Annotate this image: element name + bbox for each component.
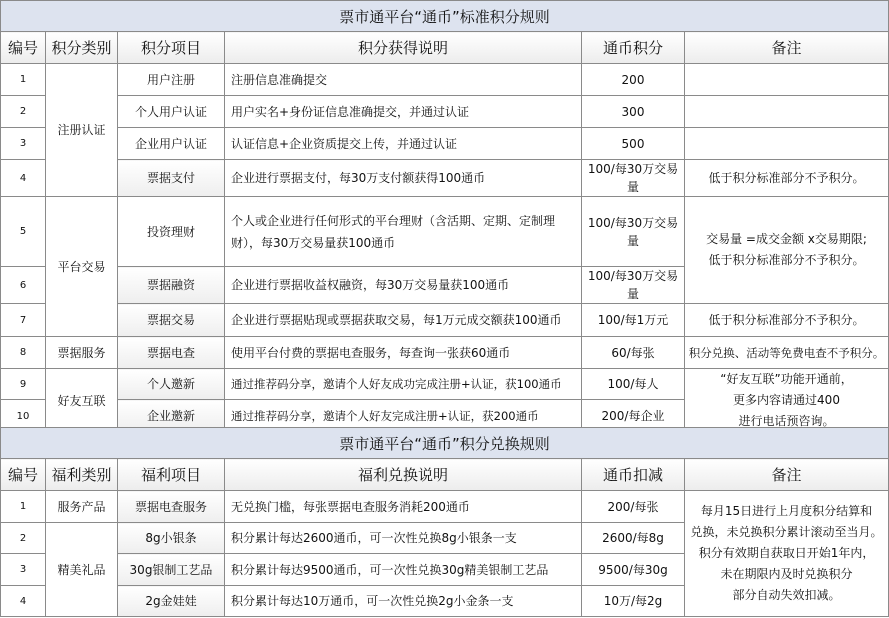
category-gift: 精美礼品 (46, 523, 118, 617)
header-number: 编号 (1, 32, 46, 64)
row-number: 8 (1, 337, 46, 369)
header-description: 福利兑换说明 (225, 459, 582, 491)
row-remark: 低于积分标准部分不予积分。 (685, 304, 889, 337)
category-platform-trade: 平台交易 (46, 197, 118, 337)
row-remark-friend-link (685, 369, 889, 433)
category-registration: 注册认证 (46, 64, 118, 197)
row-description: 使用平台付费的票据电查服务，每查询一张获60通币 (225, 337, 582, 369)
row-number: 2 (1, 96, 46, 128)
row-number: 7 (1, 304, 46, 337)
redemption-remark (685, 491, 889, 617)
remark-line: 部分自动失效扣减。 (732, 588, 841, 602)
table-row (1, 337, 889, 369)
row-number: 2 (1, 523, 46, 554)
row-points: 100/每1万元 (582, 304, 685, 337)
header-category: 福利类别 (46, 459, 118, 491)
remark-line: 未在期限内及时兑换积分 (720, 567, 853, 581)
row-points: 200 (582, 64, 685, 96)
header-remarks: 备注 (685, 32, 889, 64)
remark-line: 积分有效期自获取日开始1年内， (698, 546, 875, 560)
row-description: 积分累计每达2600通币，可一次性兑换8g小银条一支 (225, 523, 582, 554)
row-description: 积分累计每达10万通币，可一次性兑换2g小金条一支 (225, 586, 582, 617)
row-item: 个人用户认证 (118, 96, 225, 128)
table-row (1, 369, 889, 400)
header-description: 积分获得说明 (225, 32, 582, 64)
row-item: 票据交易 (118, 304, 225, 337)
row-number: 3 (1, 128, 46, 160)
row-remark-empty (685, 128, 889, 160)
row-item: 票据电查 (118, 337, 225, 369)
category-service: 服务产品 (46, 491, 118, 523)
row-number: 1 (1, 491, 46, 523)
remark-line: 更多内容请通过400 (733, 393, 840, 407)
row-description: 企业进行票据支付，每30万支付额获得100通币 (225, 160, 582, 197)
row-number: 5 (1, 197, 46, 267)
remark-line: 每月15日进行上月度积分结算和 (700, 504, 873, 518)
row-description: 企业进行票据收益权融资，每30万交易量获100通币 (225, 267, 582, 304)
remark-line: 进行电话预咨询。 (738, 414, 835, 428)
row-description: 认证信息+企业资质提交上传，并通过认证 (225, 128, 582, 160)
row-description: 用户实名+身份证信息准确提交，并通过认证 (225, 96, 582, 128)
row-points: 200/每企业 (582, 400, 685, 433)
row-description: 通过推荐码分享，邀请个人好友完成注册+认证，获200通币 (225, 400, 582, 433)
header-deduction: 通币扣减 (582, 459, 685, 491)
row-item: 企业用户认证 (118, 128, 225, 160)
header-item: 积分项目 (118, 32, 225, 64)
table-row (1, 491, 889, 523)
header-item: 福利项目 (118, 459, 225, 491)
header-number: 编号 (1, 459, 46, 491)
remark-line: “好友互联”功能开通前， (720, 372, 853, 386)
row-description: 无兑换门槛，每张票据电查服务消耗200通币 (225, 491, 582, 523)
row-points: 100/每30万交易量 (582, 160, 685, 197)
row-points: 200/每张 (582, 491, 685, 523)
remark-line: 兑换，未兑换积分累计滚动至当月。 (690, 525, 883, 539)
row-points: 100/每人 (582, 369, 685, 400)
row-number: 3 (1, 554, 46, 586)
row-points: 2600/每8g (582, 523, 685, 554)
row-description: 通过推荐码分享，邀请个人好友成功完成注册+认证，获100通币 (225, 369, 582, 400)
table-row (1, 96, 889, 128)
row-points: 100/每30万交易量 (582, 197, 685, 267)
row-points: 100/每30万交易量 (582, 267, 685, 304)
table-row (1, 304, 889, 337)
table-row (1, 197, 889, 267)
row-number: 4 (1, 160, 46, 197)
row-remark-empty (685, 96, 889, 128)
row-remark: 低于积分标准部分不予积分。 (685, 160, 889, 197)
category-bill-service: 票据服务 (46, 337, 118, 369)
remark-line: 低于积分标准部分不予积分。 (708, 253, 865, 267)
row-points: 10万/每2g (582, 586, 685, 617)
row-item: 个人邀新 (118, 369, 225, 400)
row-remark: 积分兑换、活动等免费电查不予积分。 (685, 337, 889, 369)
header-points: 通币积分 (582, 32, 685, 64)
row-remark-empty (685, 64, 889, 96)
row-remark-trade-volume (685, 197, 889, 304)
row-number: 9 (1, 369, 46, 400)
row-number: 6 (1, 267, 46, 304)
row-description: 企业进行票据贴现或票据获取交易，每1万元成交额获100通币 (225, 304, 582, 337)
row-number: 4 (1, 586, 46, 617)
table-row (1, 128, 889, 160)
row-number: 10 (1, 400, 46, 433)
row-points: 9500/每30g (582, 554, 685, 586)
row-item: 2g金娃娃 (118, 586, 225, 617)
category-friend-link: 好友互联 (46, 369, 118, 433)
row-item: 8g小银条 (118, 523, 225, 554)
redemption-table-title: 票市通平台“通币”积分兑换规则 (1, 428, 889, 459)
table-row (1, 160, 889, 197)
row-item: 票据电查服务 (118, 491, 225, 523)
row-points: 60/每张 (582, 337, 685, 369)
header-category: 积分类别 (46, 32, 118, 64)
row-description: 积分累计每达9500通币，可一次性兑换30g精美银制工艺品 (225, 554, 582, 586)
row-description: 注册信息准确提交 (225, 64, 582, 96)
row-description: 个人或企业进行任何形式的平台理财（含活期、定期、定制理财），每30万交易量获100通币 (225, 197, 582, 267)
points-redemption-table (0, 427, 889, 617)
remark-line: 交易量 =成交金额 x交易期限; (706, 232, 867, 246)
row-item: 票据融资 (118, 267, 225, 304)
row-number: 1 (1, 64, 46, 96)
table-row (1, 64, 889, 96)
row-points: 300 (582, 96, 685, 128)
row-item: 用户注册 (118, 64, 225, 96)
row-item: 30g银制工艺品 (118, 554, 225, 586)
row-item: 票据支付 (118, 160, 225, 197)
row-item: 投资理财 (118, 197, 225, 267)
earning-table-title: 票市通平台“通币”标准积分规则 (1, 1, 889, 32)
row-points: 500 (582, 128, 685, 160)
row-item: 企业邀新 (118, 400, 225, 433)
header-remarks: 备注 (685, 459, 889, 491)
